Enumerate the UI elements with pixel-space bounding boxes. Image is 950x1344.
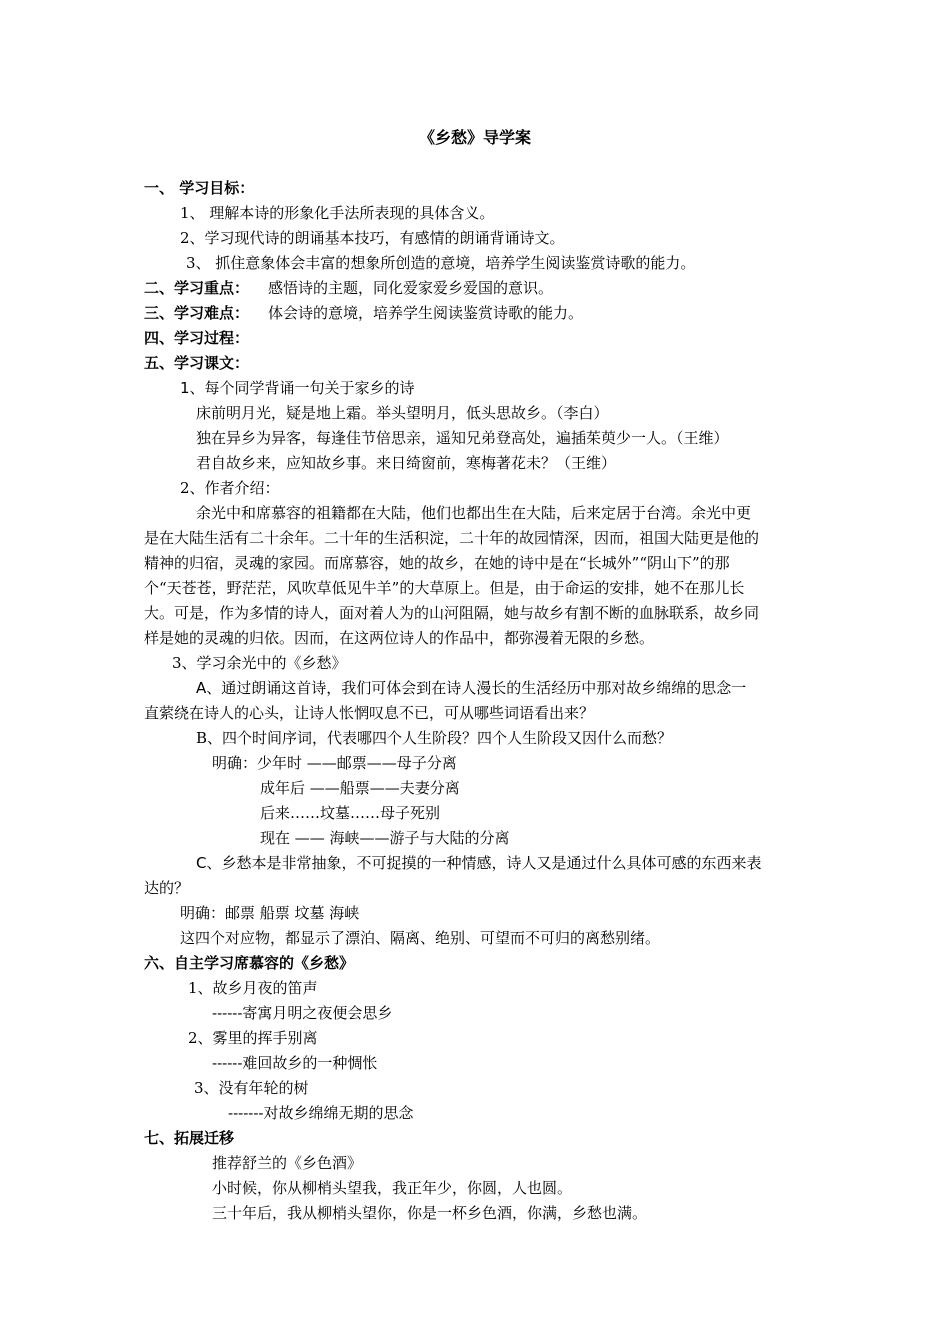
extension-poem-line-2: 三十年后，我从柳梢头望你，你是一杯乡色酒，你满，乡愁也满。	[212, 1204, 648, 1222]
summary-line: 这四个对应物，都显示了漂泊、隔离、绝别、可望而不可归的离愁别绪。	[180, 929, 661, 947]
image-item-2: 2、雾里的挥手别离	[188, 1029, 318, 1047]
answer-c: 明确：邮票 船票 坟墓 海峡	[180, 904, 360, 922]
heading-difficulties: 三、学习难点：	[144, 304, 250, 322]
image-item-1-desc: ------寄寓月明之夜便会思乡	[212, 1004, 393, 1022]
heading-self-study: 六、自主学习席慕容的《乡愁》	[144, 954, 355, 972]
step-1-recite: 1、每个同学背诵一句关于家乡的诗	[180, 379, 415, 397]
heading-process: 四、学习过程：	[144, 329, 250, 347]
heading-text-study: 五、学习课文：	[144, 354, 250, 372]
bio-line-4: 个“天苍苍，野茫茫，风吹草低见牛羊”的大草原上。但是，由于命运的安排，她不在那儿长	[144, 579, 745, 597]
bio-line-1: 余光中和席慕容的祖籍都在大陆，他们也都出生在大陆，后来定居于台湾。余光中更	[196, 504, 752, 522]
bio-line-2: 是在大陆生活有二十余年。二十年的生活积淀，二十年的故园情深，因而，祖国大陆更是他的	[144, 529, 760, 547]
heading-key-points: 二、学习重点：	[144, 279, 250, 297]
heading-extension: 七、拓展迁移	[144, 1129, 235, 1147]
image-item-3-desc: -------对故乡绵绵无期的思念	[228, 1104, 414, 1122]
image-item-1: 1、故乡月夜的笛声	[188, 979, 318, 997]
poem-line-wang-wei-2: 君自故乡来，应知故乡事。来日绮窗前，寒梅著花未？（王维）	[196, 454, 617, 472]
image-item-3: 3、没有年轮的树	[194, 1079, 309, 1097]
extension-poem-line-1: 小时候，你从柳梢头望我，我正年少，你圆，人也圆。	[212, 1179, 573, 1197]
answer-b-line-2: 成年后 ——船票——夫妻分离	[260, 779, 460, 797]
goal-item-2: 2、学习现代诗的朗诵基本技巧，有感情的朗诵背诵诗文。	[180, 229, 565, 247]
key-points-text: 感悟诗的主题，同化爱家爱乡爱国的意识。	[268, 279, 554, 297]
document-title: 《乡愁》导学案	[418, 128, 531, 147]
answer-b-line-3: 后来……坟墓……母子死别	[260, 804, 441, 822]
answer-b-line-1: 明确：少年时 ——邮票——母子分离	[212, 754, 457, 772]
image-item-2-desc: ------难回故乡的一种惆怅	[212, 1054, 378, 1072]
question-c-line-1: C、乡愁本是非常抽象，不可捉摸的一种情感，诗人又是通过什么具体可感的东西来表	[196, 854, 762, 872]
answer-b-line-4: 现在 —— 海峡——游子与大陆的分离	[260, 829, 510, 847]
bio-line-5: 大。可是，作为多情的诗人，面对着人为的山河阻隔，她与故乡有割不断的血脉联系，故乡同	[144, 604, 760, 622]
step-3-study-poem: 3、学习余光中的《乡愁》	[172, 654, 347, 672]
question-a-line-1: A、通过朗诵这首诗，我们可体会到在诗人漫长的生活经历中那对故乡绵绵的思念一	[196, 679, 747, 697]
step-2-author-intro: 2、作者介绍：	[180, 479, 280, 497]
goal-item-3: 3、 抓住意象体会丰富的想象所创造的意境，培养学生阅读鉴赏诗歌的能力。	[186, 254, 696, 272]
question-c-line-2: 达的？	[144, 879, 190, 897]
heading-learning-goals: 一、 学习目标：	[144, 179, 255, 197]
question-b: B、四个时间序词，代表哪四个人生阶段？四个人生阶段又因什么而愁？	[196, 729, 673, 747]
difficulties-text: 体会诗的意境，培养学生阅读鉴赏诗歌的能力。	[268, 304, 584, 322]
extension-recommend: 推荐舒兰的《乡色酒》	[212, 1154, 363, 1172]
poem-line-li-bai: 床前明月光，疑是地上霜。举头望明月，低头思故乡。（李白）	[196, 404, 609, 422]
goal-item-1: 1、 理解本诗的形象化手法所表现的具体含义。	[180, 204, 495, 222]
question-a-line-2: 直萦绕在诗人的心头，让诗人怅惘叹息不已，可从哪些词语看出来？	[144, 704, 595, 722]
bio-line-6: 样是她的灵魂的归依。因而，在这两位诗人的作品中，都弥漫着无限的乡愁。	[144, 629, 655, 647]
poem-line-wang-wei-1: 独在异乡为异客，每逢佳节倍思亲，遥知兄弟登高处，遍插茱萸少一人。（王维）	[196, 429, 729, 447]
bio-line-3: 精神的归宿，灵魂的家园。而席慕容，她的故乡，在她的诗中是在“长城外”“阴山下”的那	[144, 554, 730, 572]
